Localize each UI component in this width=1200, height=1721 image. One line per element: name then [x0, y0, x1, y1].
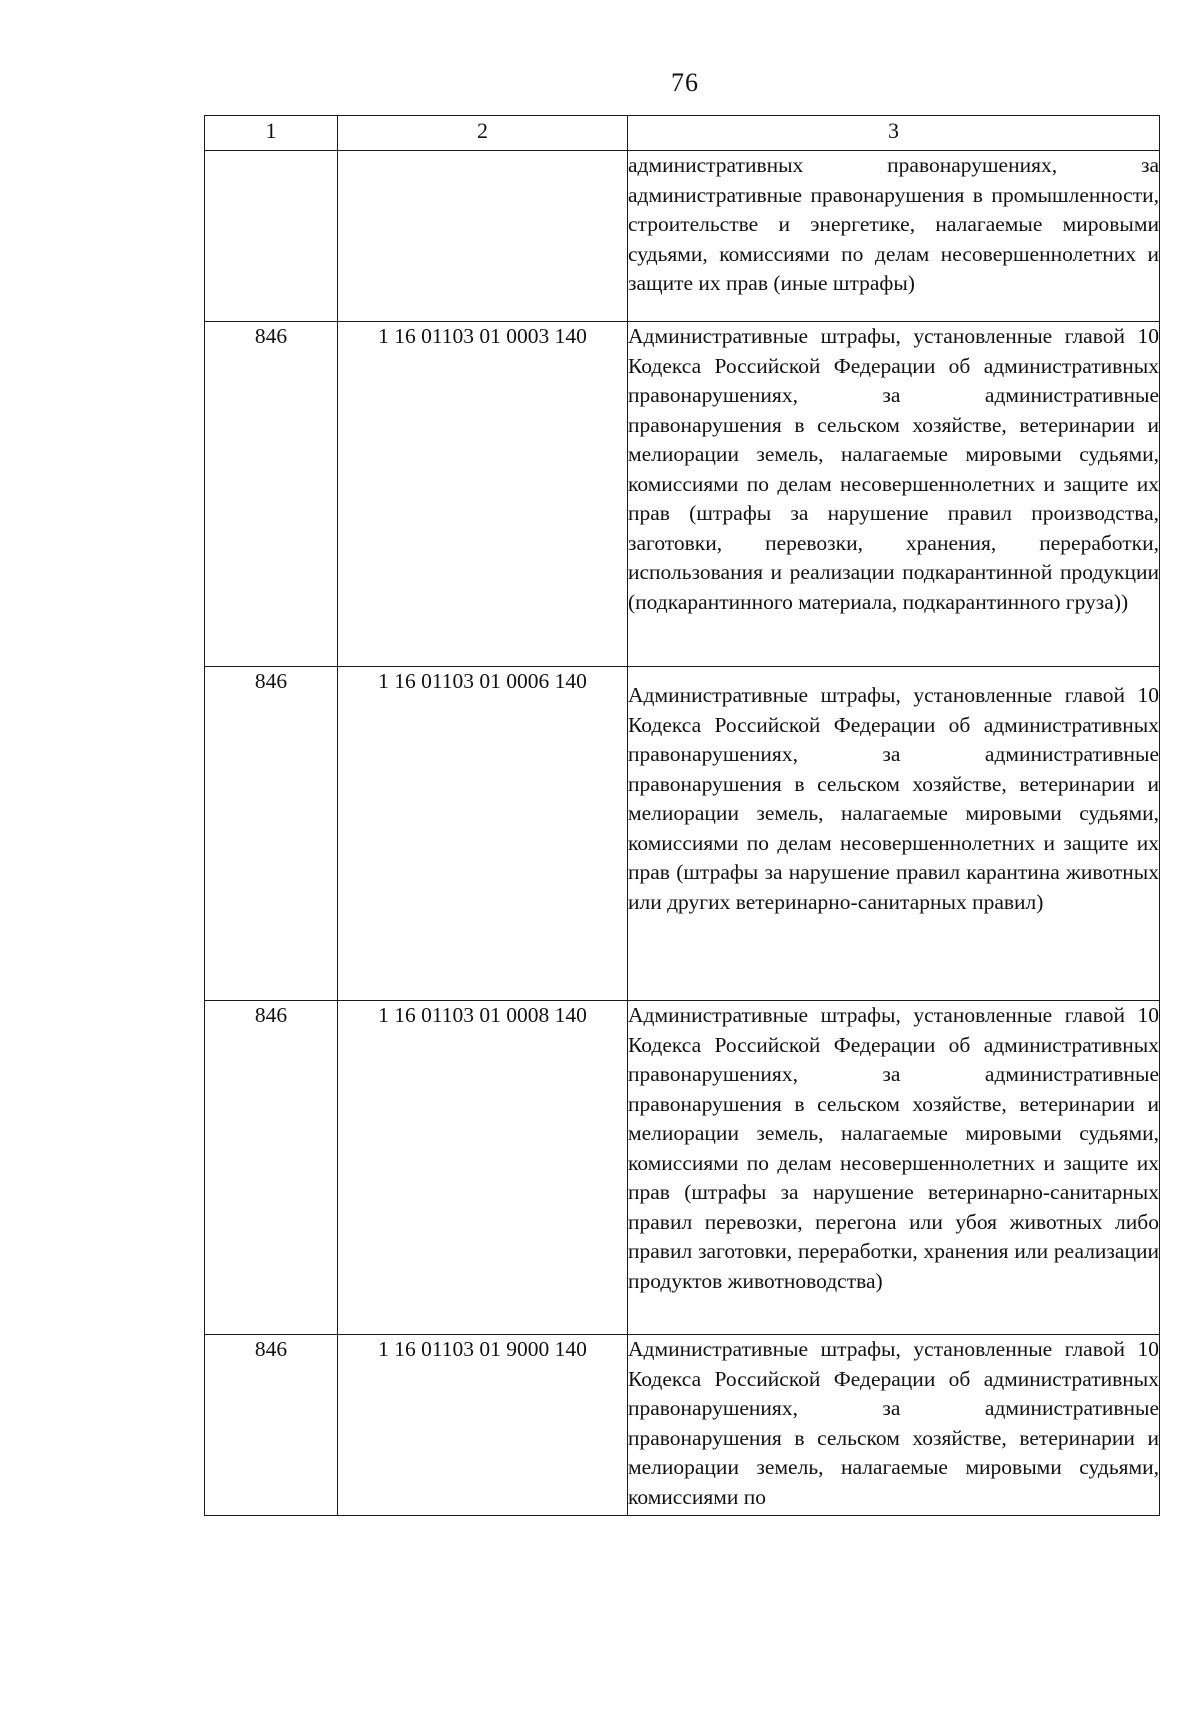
column-header-2: 2 — [338, 116, 628, 151]
page-number: 76 — [671, 68, 699, 97]
table-row — [205, 1001, 1160, 1335]
admin-code-cell: 846 — [205, 1001, 338, 1335]
budget-classification-table — [204, 115, 1160, 1516]
budget-code-cell — [338, 151, 628, 322]
table-row — [205, 1335, 1160, 1516]
description-cell: Административные штрафы, установленные главой 10 Кодекса Российской Федерации об административных правонарушениях, за административные правонарушения в сельском хозяйстве, ветеринарии и мелиорации земель, налагаемые мировыми судьями, комиссиями по делам несовершеннолетних и защите их прав (штрафы за нарушение ветеринарно-санитарных правил перевозки, перегона или убоя животных либо правил заготовки, переработки, хранения или реализации продуктов животноводства) — [628, 1001, 1160, 1335]
admin-code-cell: 846 — [205, 322, 338, 667]
table-row — [205, 667, 1160, 1001]
table-row — [205, 151, 1160, 322]
budget-code-cell: 1 16 01103 01 0008 140 — [338, 1001, 628, 1335]
description-cell: административных правонарушениях, за административные правонарушения в промышленности, строительстве и энергетике, налагаемые мировыми судьями, комиссиями по делам несовершеннолетних и защите их прав (иные штрафы) — [628, 151, 1160, 322]
budget-code-cell: 1 16 01103 01 0006 140 — [338, 667, 628, 1001]
table-row — [205, 322, 1160, 667]
admin-code-cell: 846 — [205, 667, 338, 1001]
admin-code-cell: 846 — [205, 1335, 338, 1516]
description-cell: Административные штрафы, установленные главой 10 Кодекса Российской Федерации об административных правонарушениях, за административные правонарушения в сельском хозяйстве, ветеринарии и мелиорации земель, налагаемые мировыми судьями, комиссиями по делам несовершеннолетних и защите их прав (штрафы за нарушение правил производства, заготовки, перевозки, хранения, переработки, использования и реализации подкарантинной продукции (подкарантинного материала, подкарантинного груза)) — [628, 322, 1160, 667]
budget-code-cell: 1 16 01103 01 0003 140 — [338, 322, 628, 667]
column-header-3: 3 — [628, 116, 1160, 151]
column-header-1: 1 — [205, 116, 338, 151]
table-header-row — [205, 116, 1160, 151]
admin-code-cell — [205, 151, 338, 322]
description-cell: Административные штрафы, установленные главой 10 Кодекса Российской Федерации об административных правонарушениях, за административные правонарушения в сельском хозяйстве, ветеринарии и мелиорации земель, налагаемые мировыми судьями, комиссиями по — [628, 1335, 1160, 1516]
description-cell: Административные штрафы, установленные главой 10 Кодекса Российской Федерации об административных правонарушениях, за административные правонарушения в сельском хозяйстве, ветеринарии и мелиорации земель, налагаемые мировыми судьями, комиссиями по делам несовершеннолетних и защите их прав (штрафы за нарушение правил карантина животных или других ветеринарно-санитарных правил) — [628, 667, 1160, 1001]
budget-code-cell: 1 16 01103 01 9000 140 — [338, 1335, 628, 1516]
